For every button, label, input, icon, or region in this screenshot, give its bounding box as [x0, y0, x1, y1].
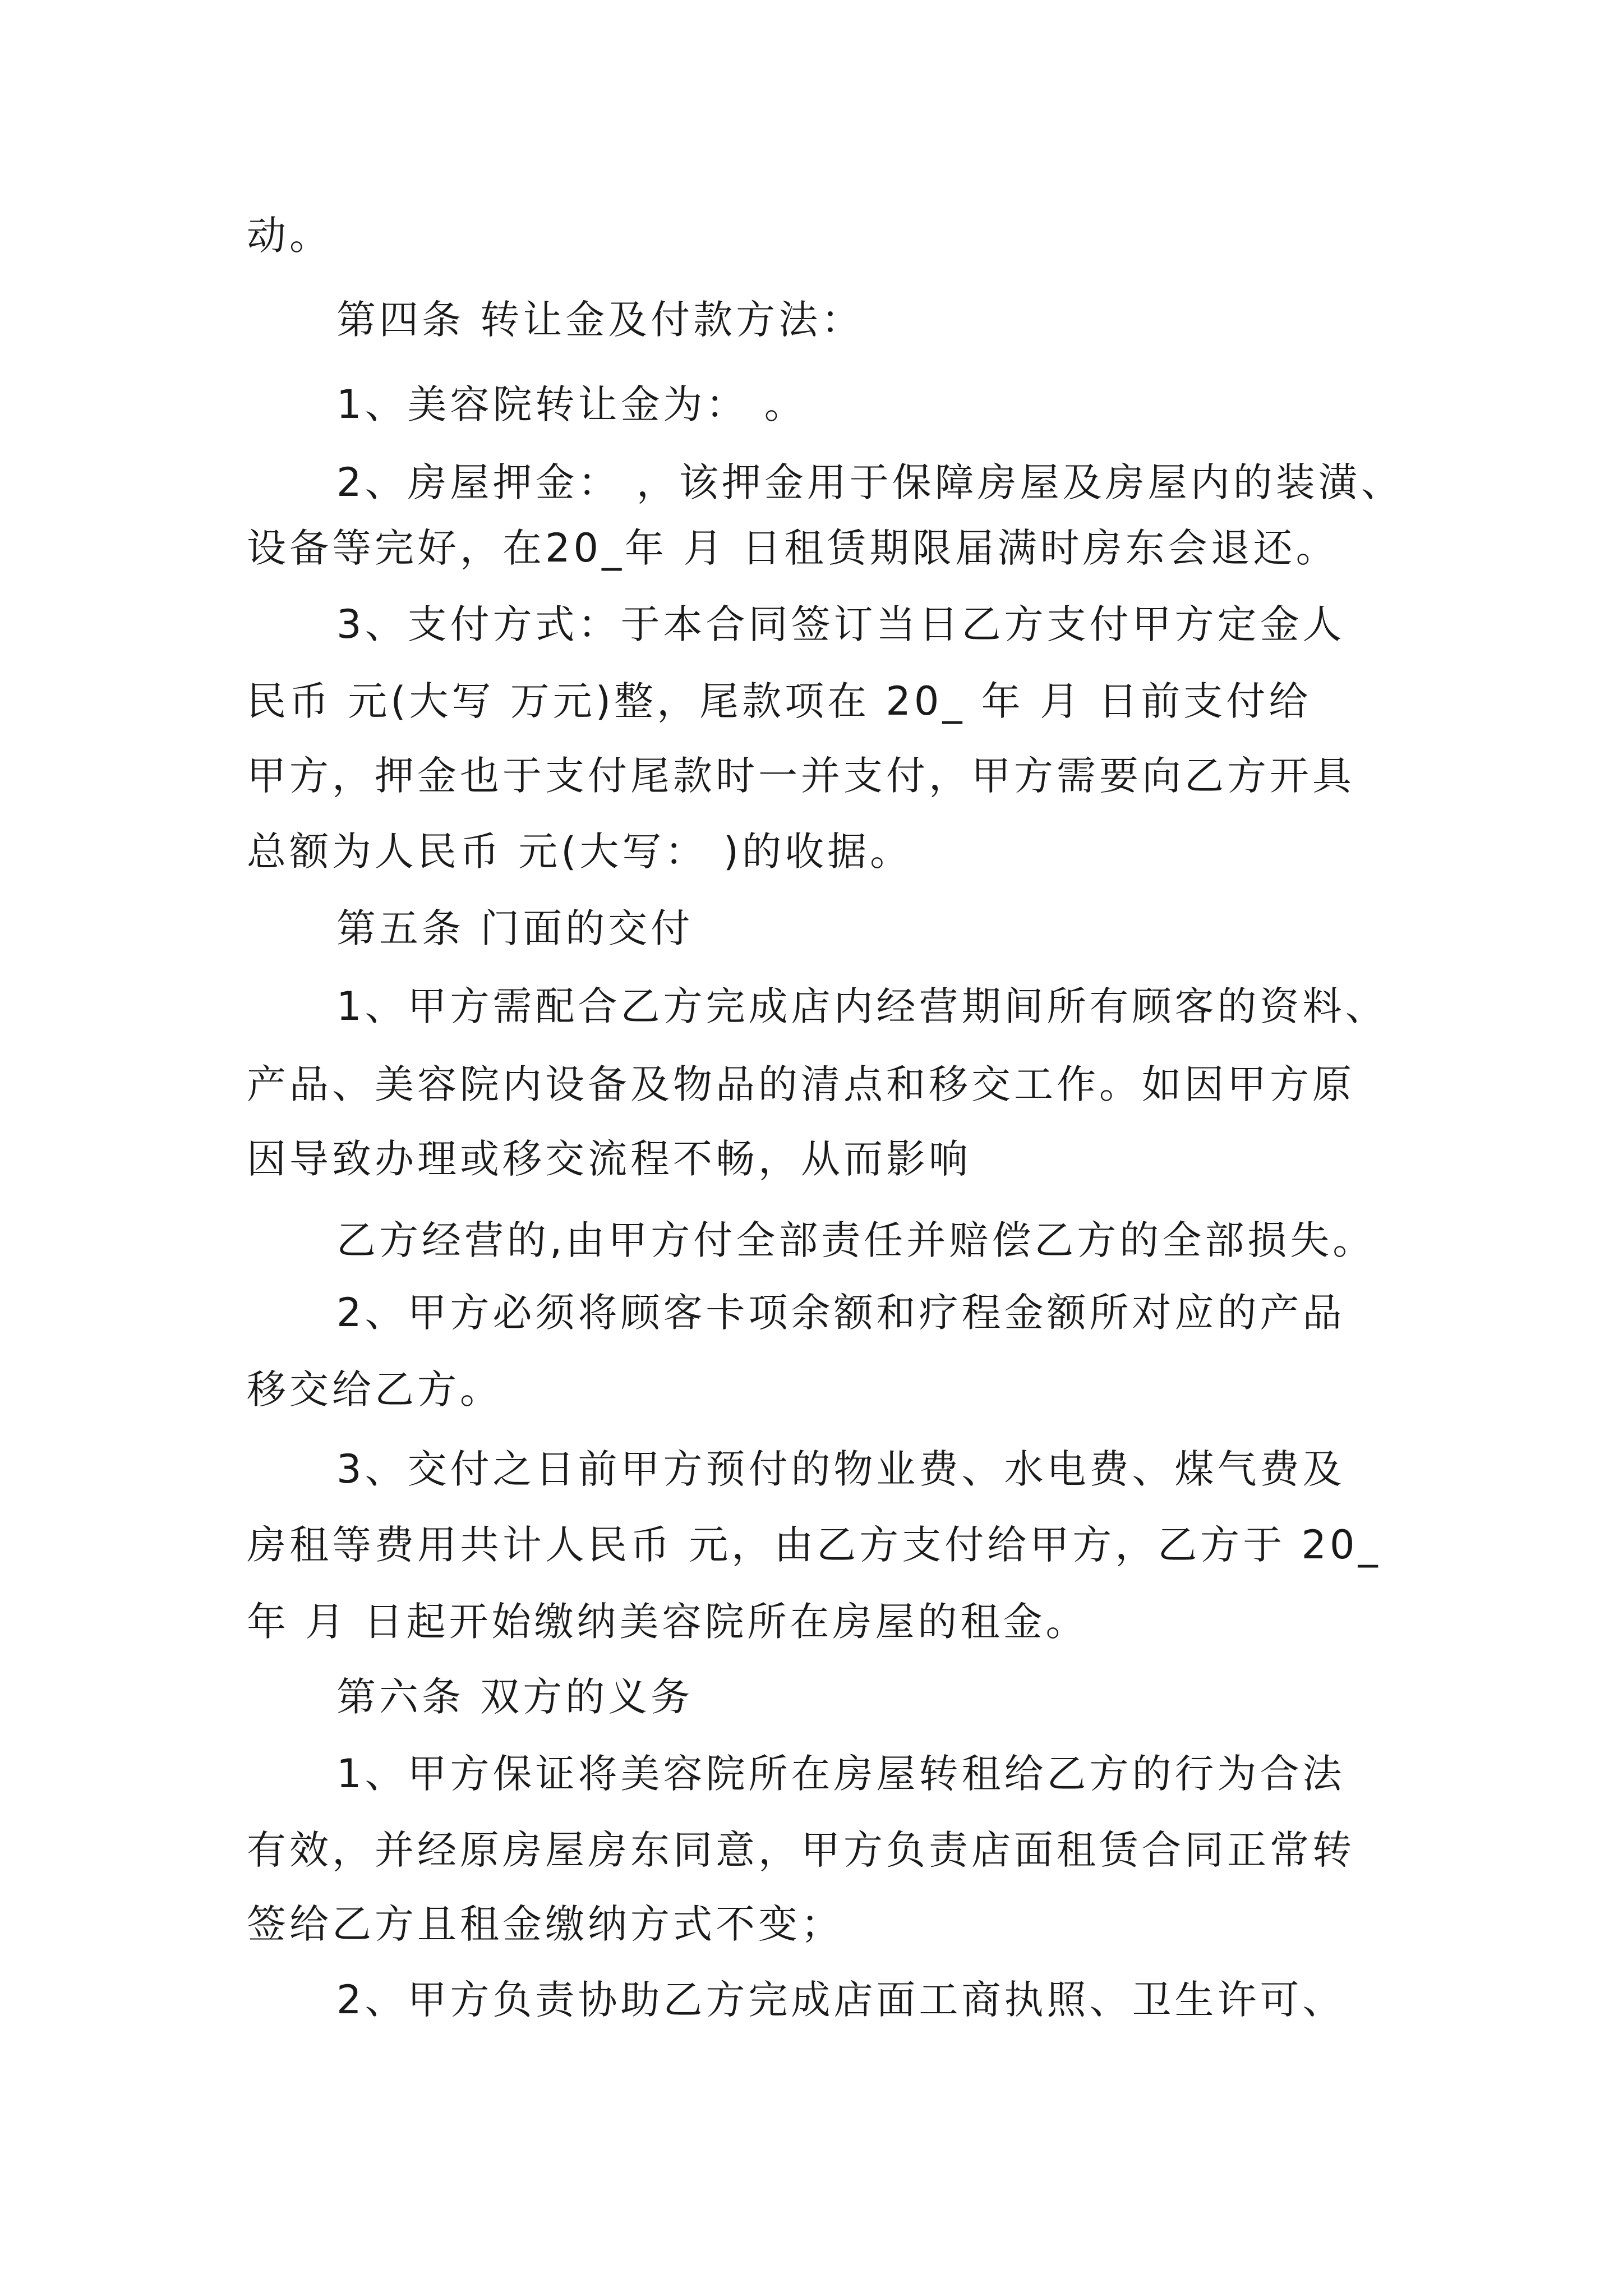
text-line: 1、甲方保证将美容院所在房屋转租给乙方的行为合法: [336, 1751, 1345, 1797]
text-line: 3、交付之日前甲方预付的物业费、水电费、煤气费及: [336, 1446, 1345, 1492]
text-line: 2、甲方负责协助乙方完成店面工商执照、卫生许可、: [336, 1977, 1345, 2023]
text-line: 年 月 日起开始缴纳美容院所在房屋的租金。: [247, 1599, 1089, 1645]
text-line: 1、甲方需配合乙方完成店内经营期间所有顾客的资料、: [336, 983, 1388, 1029]
text-line: 民币 元(大写 万元)整，尾款项在 20_ 年 月 日前支付给: [247, 678, 1312, 724]
text-line: 因导致办理或移交流程不畅，从而影响: [247, 1136, 971, 1182]
text-line: 总额为人民币 元(大写： )的收据。: [247, 829, 913, 875]
text-line: 2、甲方必须将顾客卡项余额和疗程金额所对应的产品: [336, 1290, 1345, 1336]
text-line: 乙方经营的,由甲方付全部责任并赔偿乙方的全部损失。: [336, 1217, 1376, 1263]
text-line: 房租等费用共计人民币 元，由乙方支付给甲方，乙方于 20_: [247, 1522, 1381, 1568]
text-line: 3、支付方式：于本合同签订当日乙方支付甲方定金人: [336, 601, 1345, 647]
section-heading: 第四条 转让金及付款方法：: [336, 297, 864, 343]
text-line: 1、美容院转让金为： 。: [336, 381, 807, 427]
text-line: 动。: [247, 213, 332, 259]
text-line: 甲方，押金也于支付尾款时一并支付，甲方需要向乙方开具: [247, 753, 1355, 799]
text-line: 移交给乙方。: [247, 1366, 502, 1412]
text-line: 2、房屋押金： ，该押金用于保障房屋及房屋内的装潢、: [336, 459, 1404, 505]
section-heading: 第六条 双方的义务: [336, 1674, 694, 1720]
text-line: 设备等完好，在20_年 月 日租赁期限届满时房东会退还。: [247, 525, 1339, 571]
section-heading: 第五条 门面的交付: [336, 905, 694, 951]
text-line: 产品、美容院内设备及物品的清点和移交工作。如因甲方原: [247, 1061, 1355, 1107]
text-line: 签给乙方且租金缴纳方式不变；: [247, 1901, 843, 1947]
text-line: 有效，并经原房屋房东同意，甲方负责店面租赁合同正常转: [247, 1827, 1355, 1873]
